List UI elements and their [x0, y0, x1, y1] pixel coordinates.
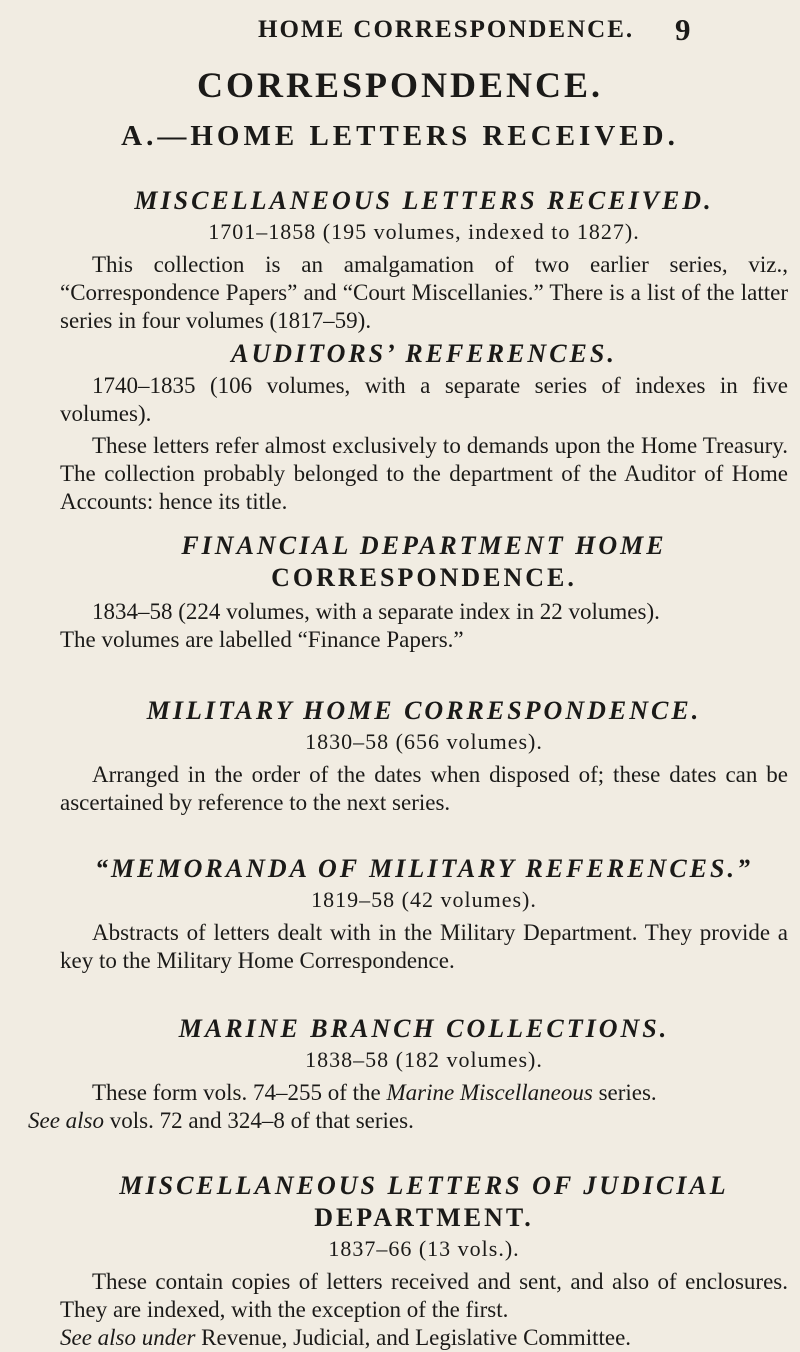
section-title: MILITARY HOME CORRESPONDENCE.	[146, 696, 702, 725]
section-subtitle: 1819–58 (42 volumes).	[311, 887, 537, 912]
section-title: MISCELLANEOUS LETTERS RECEIVED.	[134, 186, 714, 215]
section-title: MARINE BRANCH COLLECTIONS.	[178, 1014, 670, 1043]
paragraph-text: These contain copies of letters received and sent, and also of enclosures. They are indexed, with the exception of the first.	[60, 1269, 788, 1322]
section-paragraph: This collection is an amalgamation of two earlier series, viz., “Correspondence Papers” and “Court Miscellanies.” There is a list of the latter series in four volumes (1817–59).	[60, 252, 788, 333]
section-title: AUDITORS’ REFERENCES.	[231, 339, 617, 368]
section-auditors-references	[60, 338, 788, 516]
page-number: 9	[675, 12, 691, 47]
section-paragraph: The volumes are labelled “Finance Papers.”	[60, 627, 464, 652]
page-header	[0, 10, 800, 50]
series-title: Marine Miscellaneous	[386, 1080, 593, 1105]
paragraph-text: Revenue, Judicial, and Legislative Committee.	[195, 1325, 632, 1350]
paragraph-text: vols. 72 and 324–8 of that series.	[104, 1108, 414, 1133]
section-paragraph	[60, 1268, 788, 1352]
section-title-line-2: DEPARTMENT.	[314, 1203, 534, 1232]
section-subtitle: 1838–58 (182 volumes).	[305, 1047, 543, 1072]
page-title: CORRESPONDENCE.	[196, 65, 604, 105]
section-subtitle: 1701–1858 (195 volumes, indexed to 1827).	[208, 219, 640, 244]
section-paragraph	[28, 1079, 788, 1135]
section-subtitle: 1740–1835 (106 volumes, with a separate series of indexes in five volumes).	[60, 373, 788, 426]
section-marine-branch	[28, 1013, 788, 1135]
section-subtitle: 1837–66 (13 vols.).	[328, 1236, 520, 1261]
running-head: HOME CORRESPONDENCE.	[258, 16, 635, 43]
section-subtitle: 1830–58 (656 volumes).	[305, 729, 543, 754]
part-title: A.—HOME LETTERS RECEIVED.	[121, 120, 679, 152]
paragraph-text: series.	[592, 1080, 657, 1105]
section-memoranda	[60, 853, 788, 975]
section-title-line-1: MISCELLANEOUS LETTERS OF JUDICIAL	[119, 1171, 729, 1200]
section-miscellaneous-letters	[60, 185, 788, 335]
see-also-text: See also	[28, 1108, 105, 1133]
section-paragraph: Abstracts of letters dealt with in the Military Department. They provide a key to the Military Home Correspondence.	[60, 920, 788, 973]
paragraph-text: These form vols. 74–255 of the	[92, 1080, 387, 1105]
see-also-text: See also under	[60, 1325, 196, 1350]
section-judicial-department	[60, 1170, 788, 1352]
section-financial-department	[60, 530, 788, 654]
section-paragraph: Arranged in the order of the dates when disposed of; these dates can be ascertained by reference to the next series.	[60, 762, 788, 815]
section-paragraph: These letters refer almost exclusively to demands upon the Home Treasury. The collection probably belonged to the department of the Auditor of Home Accounts: hence its title.	[60, 433, 788, 514]
section-title-line-2: CORRESPONDENCE.	[271, 563, 577, 592]
section-title: “MEMORANDA OF MILITARY REFERENCES.”	[95, 854, 753, 883]
section-subtitle: 1834–58 (224 volumes, with a separate index in 22 volumes).	[92, 599, 660, 624]
section-title-line-1: FINANCIAL DEPARTMENT HOME	[181, 531, 667, 560]
section-military-home	[60, 695, 788, 817]
